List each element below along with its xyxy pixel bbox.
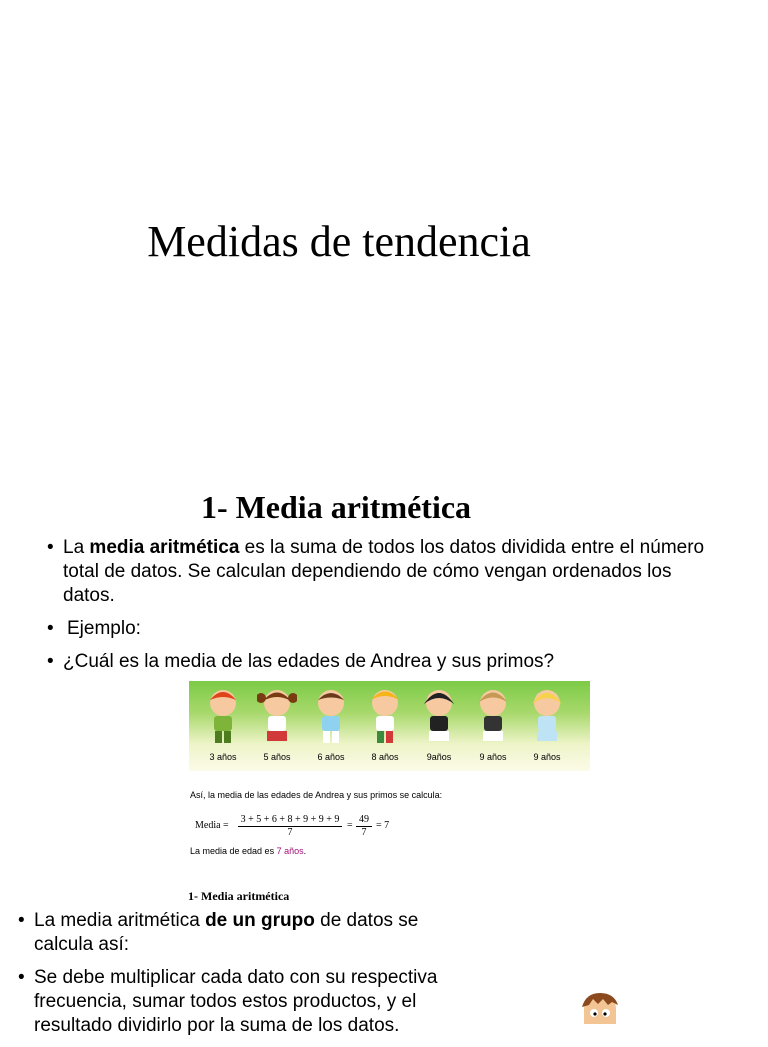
age-label: 9años <box>426 752 452 762</box>
slide-3-title: 1- Media aritmética <box>188 889 290 903</box>
slide-1-title: Medidas de tendencia <box>147 217 531 266</box>
kid-5-illustration <box>419 686 459 748</box>
slide-2-title: 1- Media aritmética <box>200 489 472 525</box>
cartoon-character-illustration <box>578 993 622 1024</box>
kid-3-illustration <box>311 686 351 748</box>
age-label: 5 años <box>263 752 291 762</box>
age-label: 9 años <box>479 752 507 762</box>
age-label: 3 años <box>209 752 237 762</box>
children-ages-banner <box>189 681 590 771</box>
age-label: 9 años <box>533 752 561 762</box>
slide-2-bullet-list <box>47 536 727 683</box>
formula-equals: = <box>347 820 353 831</box>
age-label: 6 años <box>317 752 345 762</box>
age-label: 8 años <box>371 752 399 762</box>
fraction-numerator: 49 <box>356 814 372 827</box>
fraction-denominator: 7 <box>361 827 367 838</box>
kid-1-illustration <box>203 686 243 748</box>
kid-6-illustration <box>473 686 513 748</box>
bullet-definition: • La media aritmética es la suma de todos los datos dividida entre el número total de datos. Se calculan dependiendo de cómo vengan ordenados los datos. <box>47 536 727 608</box>
bullet-procedure: • Se debe multiplicar cada dato con su respectiva frecuencia, sumar todos estos productos, y el resultado dividirlo por la suma de los datos. <box>18 966 438 1038</box>
kid-4-illustration <box>365 686 405 748</box>
formula-denominator: 7 <box>287 827 293 838</box>
slide-3-bullet-list <box>18 909 438 1047</box>
example-caption: Así, la media de las edades de Andrea y sus primos se calcula: <box>190 790 443 800</box>
bullet-example: • Ejemplo: <box>47 617 727 641</box>
mean-formula <box>190 812 410 842</box>
formula-result: = 7 <box>376 820 390 831</box>
bullet-question: • ¿Cuál es la media de las edades de Andrea y sus primos? <box>47 650 727 674</box>
kid-7-illustration <box>527 686 567 748</box>
example-conclusion: La media de edad es 7 años. <box>190 846 307 856</box>
formula-numerator: 3 + 5 + 6 + 8 + 9 + 9 + 9 <box>238 814 342 827</box>
bullet-group-mean: • La media aritmética de un grupo de datos se calcula así: <box>18 909 438 957</box>
formula-label: Media = <box>195 820 229 831</box>
kid-2-illustration <box>257 686 297 748</box>
